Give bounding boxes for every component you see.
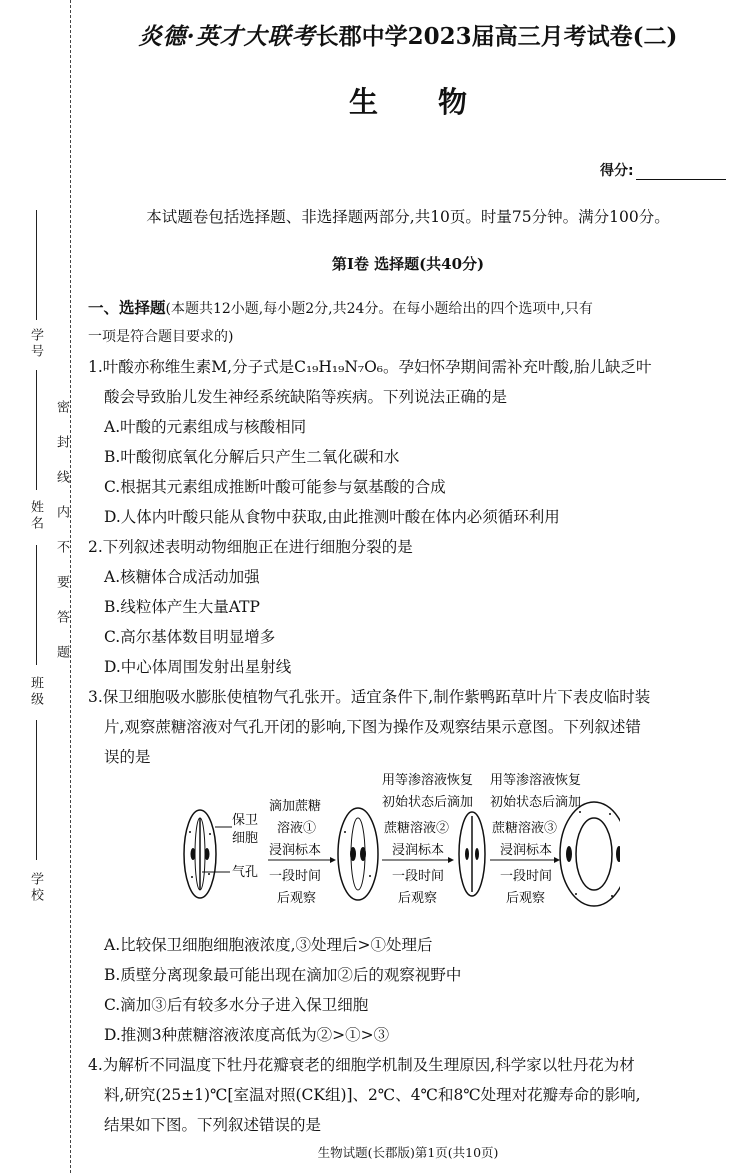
- arrow-2-head: [448, 857, 454, 863]
- step2-line3: 蔗糖溶液②: [384, 821, 450, 836]
- step3-line5: 一段时间: [500, 869, 553, 884]
- q3-stem-line1: 3.保卫细胞吸水膨胀使植物气孔张开。适宜条件下,制作紫鸭跖草叶片下表皮临时装: [88, 688, 651, 706]
- class-blank: [36, 545, 37, 665]
- brand-name: 炎德·英才大联考: [138, 23, 316, 50]
- school-label: 学校: [28, 872, 43, 904]
- stoma-after-solution-2: [459, 812, 485, 896]
- exam-title: 长郡中学2023届高三月考试卷(二): [315, 23, 678, 50]
- step2-line2: 初始状态后滴加: [382, 795, 474, 810]
- step3-line6: 后观察: [506, 891, 546, 906]
- q3-option-c: C.滴加③后有较多水分子进入保卫细胞: [104, 996, 369, 1014]
- step1-line3: 浸润标本: [269, 843, 322, 858]
- class-label: 班级: [28, 676, 43, 708]
- step3-line1: 用等渗溶液恢复: [490, 773, 582, 788]
- stoma-after-solution-1: [338, 808, 378, 900]
- section-heading-line: [88, 296, 593, 318]
- name-label: 姓名: [28, 500, 43, 532]
- q1-option-b: B.叶酸彻底氧化分解后只产生二氧化碳和水: [104, 448, 400, 466]
- part-title: 第Ⅰ卷 选择题(共40分): [331, 255, 485, 273]
- section-desc-cont: 一项是符合题目要求的): [88, 329, 234, 345]
- q1-stem-line1: 1.叶酸亦称维生素M,分子式是C₁₉H₁₉N₇O₆。孕妇怀孕期间需补充叶酸,胎儿缺乏叶: [88, 358, 652, 376]
- step1-line5: 后观察: [277, 891, 317, 906]
- page-footer: 生物试题(长郡版)第1页(共10页): [317, 1145, 499, 1160]
- step3-line4: 浸润标本: [500, 843, 553, 858]
- student-id-blank: [36, 210, 37, 320]
- label-cell: 细胞: [232, 831, 259, 846]
- q4-stem-line2: 料,研究(25±1)℃[室温对照(CK组)]、2℃、4℃和8℃处理对花瓣寿命的影响,: [104, 1086, 641, 1104]
- q1-option-d: D.人体内叶酸只能从食物中获取,由此推测叶酸在体内必须循环利用: [104, 508, 560, 526]
- subject-title: 生物: [348, 85, 527, 119]
- step1-line2: 溶液①: [277, 821, 317, 836]
- step2-line1: 用等渗溶液恢复: [382, 773, 474, 788]
- q4-stem-line1: 4.为解析不同温度下牡丹花瓣衰老的细胞学机制及生理原因,科学家以牡丹花为材: [88, 1056, 635, 1074]
- q2-option-c: C.高尔基体数目明显增多: [104, 628, 276, 646]
- exam-header: [88, 18, 728, 51]
- step3-line3: 蔗糖溶液③: [492, 821, 558, 836]
- q1-stem-line2: 酸会导致胎儿发生神经系统缺陷等疾病。下列说法正确的是: [104, 388, 508, 406]
- q2-option-b: B.线粒体产生大量ATP: [104, 598, 260, 616]
- student-id-label: 学号: [28, 328, 43, 360]
- exam-intro: 本试题卷包括选择题、非选择题两部分,共10页。时量75分钟。满分100分。: [146, 208, 670, 226]
- stomata-figure: [170, 772, 620, 920]
- q2-option-a: A.核糖体合成活动加强: [104, 568, 260, 586]
- stoma-after-solution-3: [560, 802, 620, 906]
- step1-line1: 滴加蔗糖: [269, 799, 322, 814]
- q1-option-c: C.根据其元素组成推断叶酸可能参与氨基酸的合成: [104, 478, 446, 496]
- score-field: [600, 160, 726, 180]
- step2-line5: 一段时间: [392, 869, 445, 884]
- school-blank: [36, 720, 37, 860]
- label-guard: 保卫: [232, 813, 259, 828]
- q2-stem: 2.下列叙述表明动物细胞正在进行细胞分裂的是: [88, 538, 413, 556]
- step2-line6: 后观察: [398, 891, 438, 906]
- section-desc: (本题共12小题,每小题2分,共24分。在每小题给出的四个选项中,只有: [165, 301, 593, 317]
- q3-option-b: B.质壁分离现象最可能出现在滴加②后的观察视野中: [104, 966, 462, 984]
- q1-option-a: A.叶酸的元素组成与核酸相同: [104, 418, 307, 436]
- arrow-1-head: [330, 857, 336, 863]
- step3-line2: 初始状态后滴加: [490, 795, 582, 810]
- score-blank: [636, 165, 726, 180]
- step2-line4: 浸润标本: [392, 843, 445, 858]
- step1-line4: 一段时间: [269, 869, 322, 884]
- section-heading: 一、选择题: [88, 298, 166, 317]
- label-stoma: 气孔: [232, 865, 259, 880]
- q3-option-d: D.推测3种蔗糖溶液浓度高低为②>①>③: [104, 1026, 390, 1044]
- arrow-3-head: [554, 857, 560, 863]
- q4-stem-line3: 结果如下图。下列叙述错误的是: [104, 1116, 322, 1134]
- score-label: 得分:: [600, 163, 634, 179]
- name-blank: [36, 370, 37, 490]
- stoma-initial: [184, 810, 216, 898]
- q2-option-d: D.中心体周围发射出星射线: [104, 658, 292, 676]
- q3-stem-line3: 误的是: [104, 748, 151, 766]
- q3-option-a: A.比较保卫细胞细胞液浓度,③处理后>①处理后: [104, 936, 433, 954]
- q3-stem-line2: 片,观察蔗糖溶液对气孔开闭的影响,下图为操作及观察结果示意图。下列叙述错: [104, 718, 641, 736]
- seal-note: 密封线内不要答题: [54, 400, 69, 680]
